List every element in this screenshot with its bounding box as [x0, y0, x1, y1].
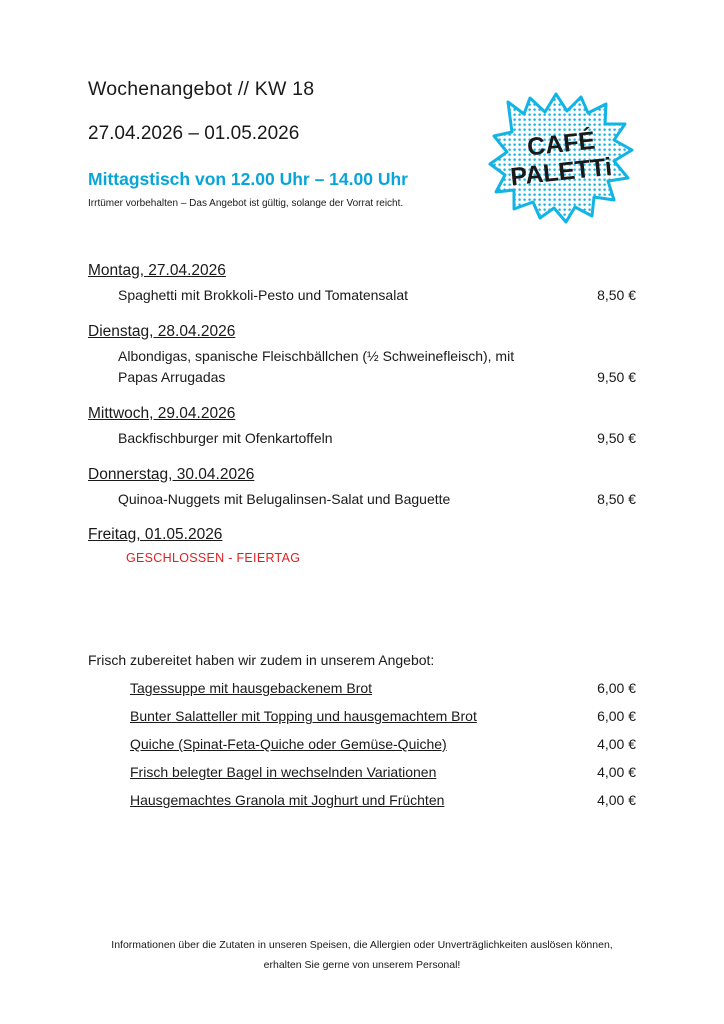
extra-item	[88, 680, 636, 696]
extra-description: Tagessuppe mit hausgebackenem Brot	[130, 680, 373, 696]
dish-description: Backfischburger mit Ofenkartoffeln	[118, 430, 333, 447]
dish-price: 9,50 €	[597, 369, 636, 386]
menu-row	[88, 489, 636, 511]
disclaimer-text: Irrtümer vorbehalten – Das Angebot ist gültig, solange der Vorrat reicht.	[88, 198, 404, 209]
day-block-freitag	[88, 526, 636, 565]
logo-line2: PALETTi	[509, 152, 614, 192]
allergen-footer	[62, 936, 662, 976]
dish-price: 9,50 €	[597, 430, 636, 447]
extra-item	[88, 792, 636, 808]
dish-price: 8,50 €	[597, 287, 636, 303]
extra-description: Bunter Salatteller mit Topping und hausgemachtem Brot	[130, 708, 477, 724]
extra-price: 4,00 €	[597, 736, 636, 752]
day-name: Freitag, 01.05.2026	[88, 526, 223, 544]
dish-price: 8,50 €	[597, 490, 636, 507]
closed-notice: GESCHLOSSEN - FEIERTAG	[126, 551, 301, 566]
day-block-montag	[88, 262, 636, 307]
daily-menu-list	[88, 262, 636, 581]
extra-item	[88, 708, 636, 724]
lunch-hours: Mittagstisch von 12.00 Uhr – 14.00 Uhr	[88, 169, 408, 189]
extra-price: 6,00 €	[597, 680, 636, 696]
extra-item	[88, 736, 636, 752]
footer-line-1: Informationen über die Zutaten in unseren Speisen, die Allergien oder Unverträglichkeiten auslösen können,	[111, 939, 613, 951]
cafe-paletti-logo-icon	[488, 88, 636, 228]
day-block-donnerstag	[88, 466, 636, 511]
day-name: Montag, 27.04.2026	[88, 262, 226, 279]
extra-item	[88, 764, 636, 780]
menu-row	[88, 285, 636, 307]
footer-line-2: erhalten Sie gerne von unserem Personal!	[263, 958, 461, 971]
dish-description: Albondigas, spanische Fleischbällchen (½ Schweinefleisch), mit Papas Arrugadas	[118, 347, 515, 386]
extra-price: 4,00 €	[597, 764, 636, 780]
extra-price: 6,00 €	[597, 708, 636, 724]
dish-description: Spaghetti mit Brokkoli-Pesto und Tomatensalat	[118, 287, 409, 303]
extra-description: Hausgemachtes Granola mit Joghurt und Früchten	[130, 792, 445, 808]
dish-description: Quinoa-Nuggets mit Belugalinsen-Salat und Baguette	[118, 490, 451, 507]
date-range: 27.04.2026 – 01.05.2026	[88, 123, 300, 144]
menu-row	[88, 346, 636, 389]
day-name: Donnerstag, 30.04.2026	[88, 465, 255, 483]
logo-line1: CAFÉ	[525, 126, 597, 162]
extra-description: Frisch belegter Bagel in wechselnden Variationen	[130, 764, 437, 780]
day-name: Dienstag, 28.04.2026	[88, 322, 236, 340]
extras-intro: Frisch zubereitet haben wir zudem in unserem Angebot:	[88, 652, 435, 668]
day-block-mittwoch	[88, 405, 636, 450]
extras-section	[88, 652, 636, 820]
menu-row	[88, 428, 636, 450]
extra-price: 4,00 €	[597, 792, 636, 808]
page-title: Wochenangebot // KW 18	[88, 78, 315, 100]
day-name: Mittwoch, 29.04.2026	[88, 405, 236, 423]
extra-description: Quiche (Spinat-Feta-Quiche oder Gemüse-Quiche)	[130, 736, 447, 752]
day-block-dienstag	[88, 323, 636, 389]
